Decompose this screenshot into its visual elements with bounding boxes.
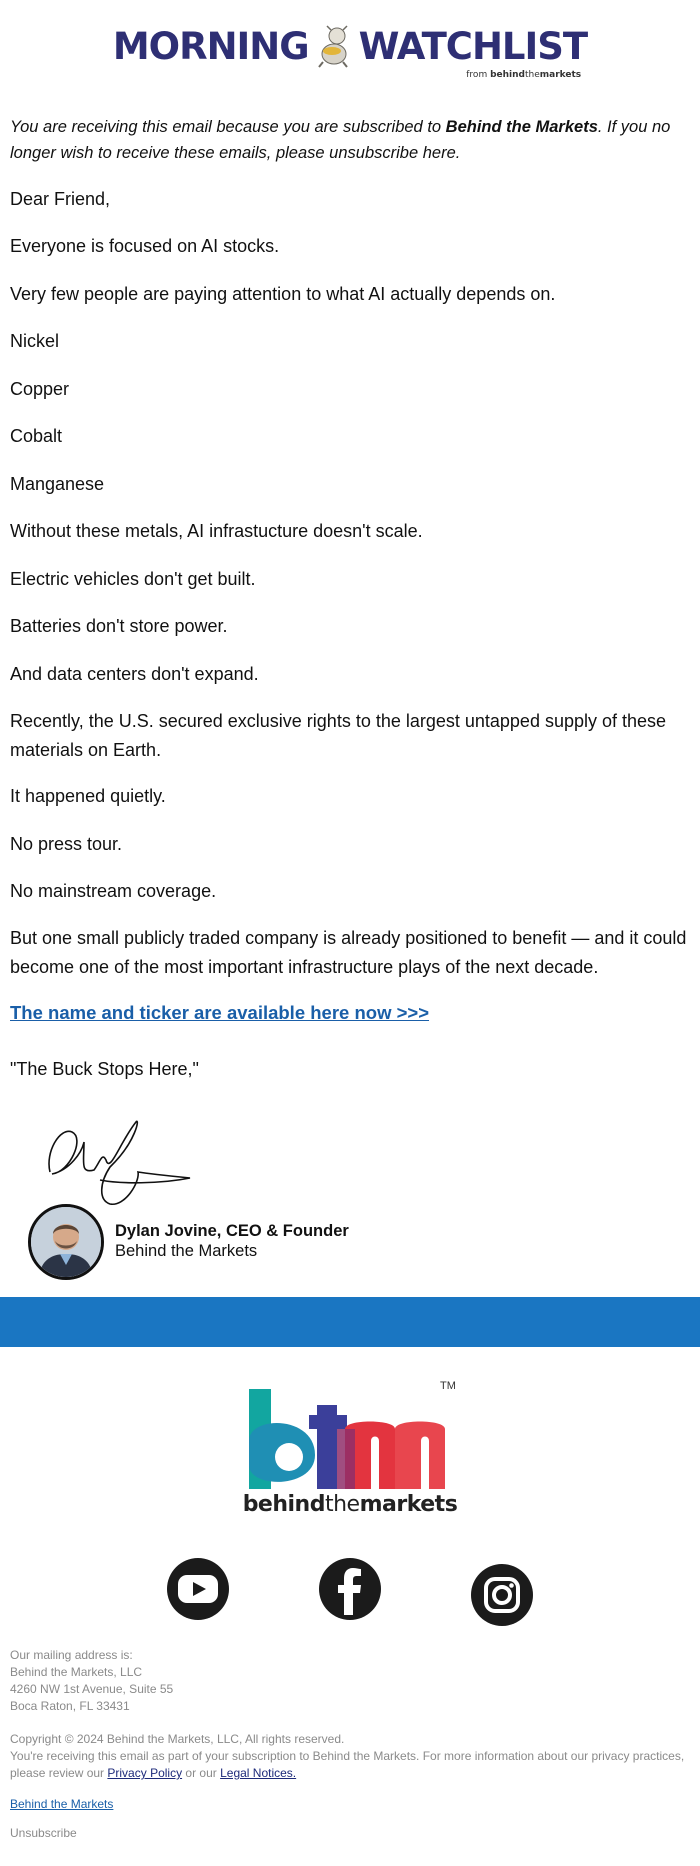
address-city: Boca Raton, FL 33431 xyxy=(10,1699,130,1713)
body-line: And data centers don't expand. xyxy=(10,664,259,684)
address-street: 4260 NW 1st Avenue, Suite 55 xyxy=(10,1682,174,1696)
logo-subtitle xyxy=(466,70,581,80)
logo-word-morning: MORNING xyxy=(112,24,309,68)
body-line: But one small publicly traded company is already positioned to benefit — and it could become one of the most important infrastructure plays of the next decade. xyxy=(10,928,687,977)
wordmark-markets: markets xyxy=(359,1492,458,1517)
body-line: Electric vehicles don't get built. xyxy=(10,569,256,589)
legal-notices-link[interactable]: Legal Notices. xyxy=(220,1766,297,1780)
logo-word-watchlist: WATCHLIST xyxy=(358,24,588,68)
privacy-notice xyxy=(10,1748,690,1782)
body-line: It happened quietly. xyxy=(10,786,166,806)
body-line: Without these metals, AI infrastucture doesn't scale. xyxy=(10,521,423,541)
signature-name: Dylan Jovine, CEO & Founder xyxy=(115,1222,349,1240)
unsubscribe-link[interactable]: Unsubscribe xyxy=(10,1826,77,1840)
logo-wrap xyxy=(112,24,588,80)
copyright: Copyright © 2024 Behind the Markets, LLC, All rights reserved. xyxy=(10,1732,345,1746)
instagram-icon[interactable] xyxy=(470,1563,534,1627)
body-line: Copper xyxy=(10,379,70,399)
privacy-text-2: or our xyxy=(182,1766,221,1780)
avatar xyxy=(28,1204,104,1280)
body-line: Everyone is focused on AI stocks. xyxy=(10,236,280,256)
notice-text-2[interactable]: . If you no longer wish to receive these emails, please unsubscribe here. xyxy=(10,118,671,162)
body-line: No mainstream coverage. xyxy=(10,881,217,901)
facebook-icon[interactable] xyxy=(318,1557,382,1621)
logo-sub-markets: markets xyxy=(539,70,582,80)
mailing-label: Our mailing address is: xyxy=(10,1648,133,1662)
body-line: Nickel xyxy=(10,331,60,351)
body-line: Very few people are paying attention to what AI actually depends on. xyxy=(10,284,556,304)
body-line: Manganese xyxy=(10,474,105,494)
morning-watchlist-logo[interactable] xyxy=(0,24,700,86)
privacy-text-1: You're receiving this email as part of your subscription to Behind the Markets. For more information about our privacy practices, please review our xyxy=(10,1749,685,1780)
privacy-policy-link[interactable]: Privacy Policy xyxy=(107,1766,183,1780)
logo-sub-behind: behind xyxy=(490,70,525,80)
behind-the-markets-link[interactable]: Behind the Markets xyxy=(10,1797,114,1811)
bull-mascot-icon xyxy=(315,24,353,68)
subscription-notice xyxy=(10,114,690,166)
youtube-icon[interactable] xyxy=(166,1557,230,1621)
greeting: Dear Friend, xyxy=(10,189,111,209)
signature-company: Behind the Markets xyxy=(115,1242,258,1260)
blue-divider-band xyxy=(0,1297,700,1347)
notice-brand: Behind the Markets xyxy=(445,118,598,136)
ticker-cta-link[interactable]: The name and ticker are available here now >>> xyxy=(10,1002,430,1023)
btm-wordmark xyxy=(0,1492,700,1517)
address-name: Behind the Markets, LLC xyxy=(10,1665,143,1679)
avatar-portrait-icon xyxy=(31,1207,101,1277)
signoff: "The Buck Stops Here," xyxy=(10,1059,199,1079)
notice-text-1: You are receiving this email because you are subscribed to xyxy=(10,118,446,136)
body-line: No press tour. xyxy=(10,834,123,854)
wordmark-behind: behind xyxy=(242,1492,325,1517)
handwritten-signature xyxy=(40,1112,200,1212)
wordmark-the: the xyxy=(324,1492,360,1517)
body-line: Batteries don't store power. xyxy=(10,616,228,636)
logo-sub-the: the xyxy=(524,70,540,80)
logo-sub-from: from xyxy=(466,70,488,80)
body-line: Recently, the U.S. secured exclusive rights to the largest untapped supply of these materials on Earth. xyxy=(10,711,667,760)
trademark-mark: TM xyxy=(440,1380,456,1392)
body-line: Cobalt xyxy=(10,426,63,446)
